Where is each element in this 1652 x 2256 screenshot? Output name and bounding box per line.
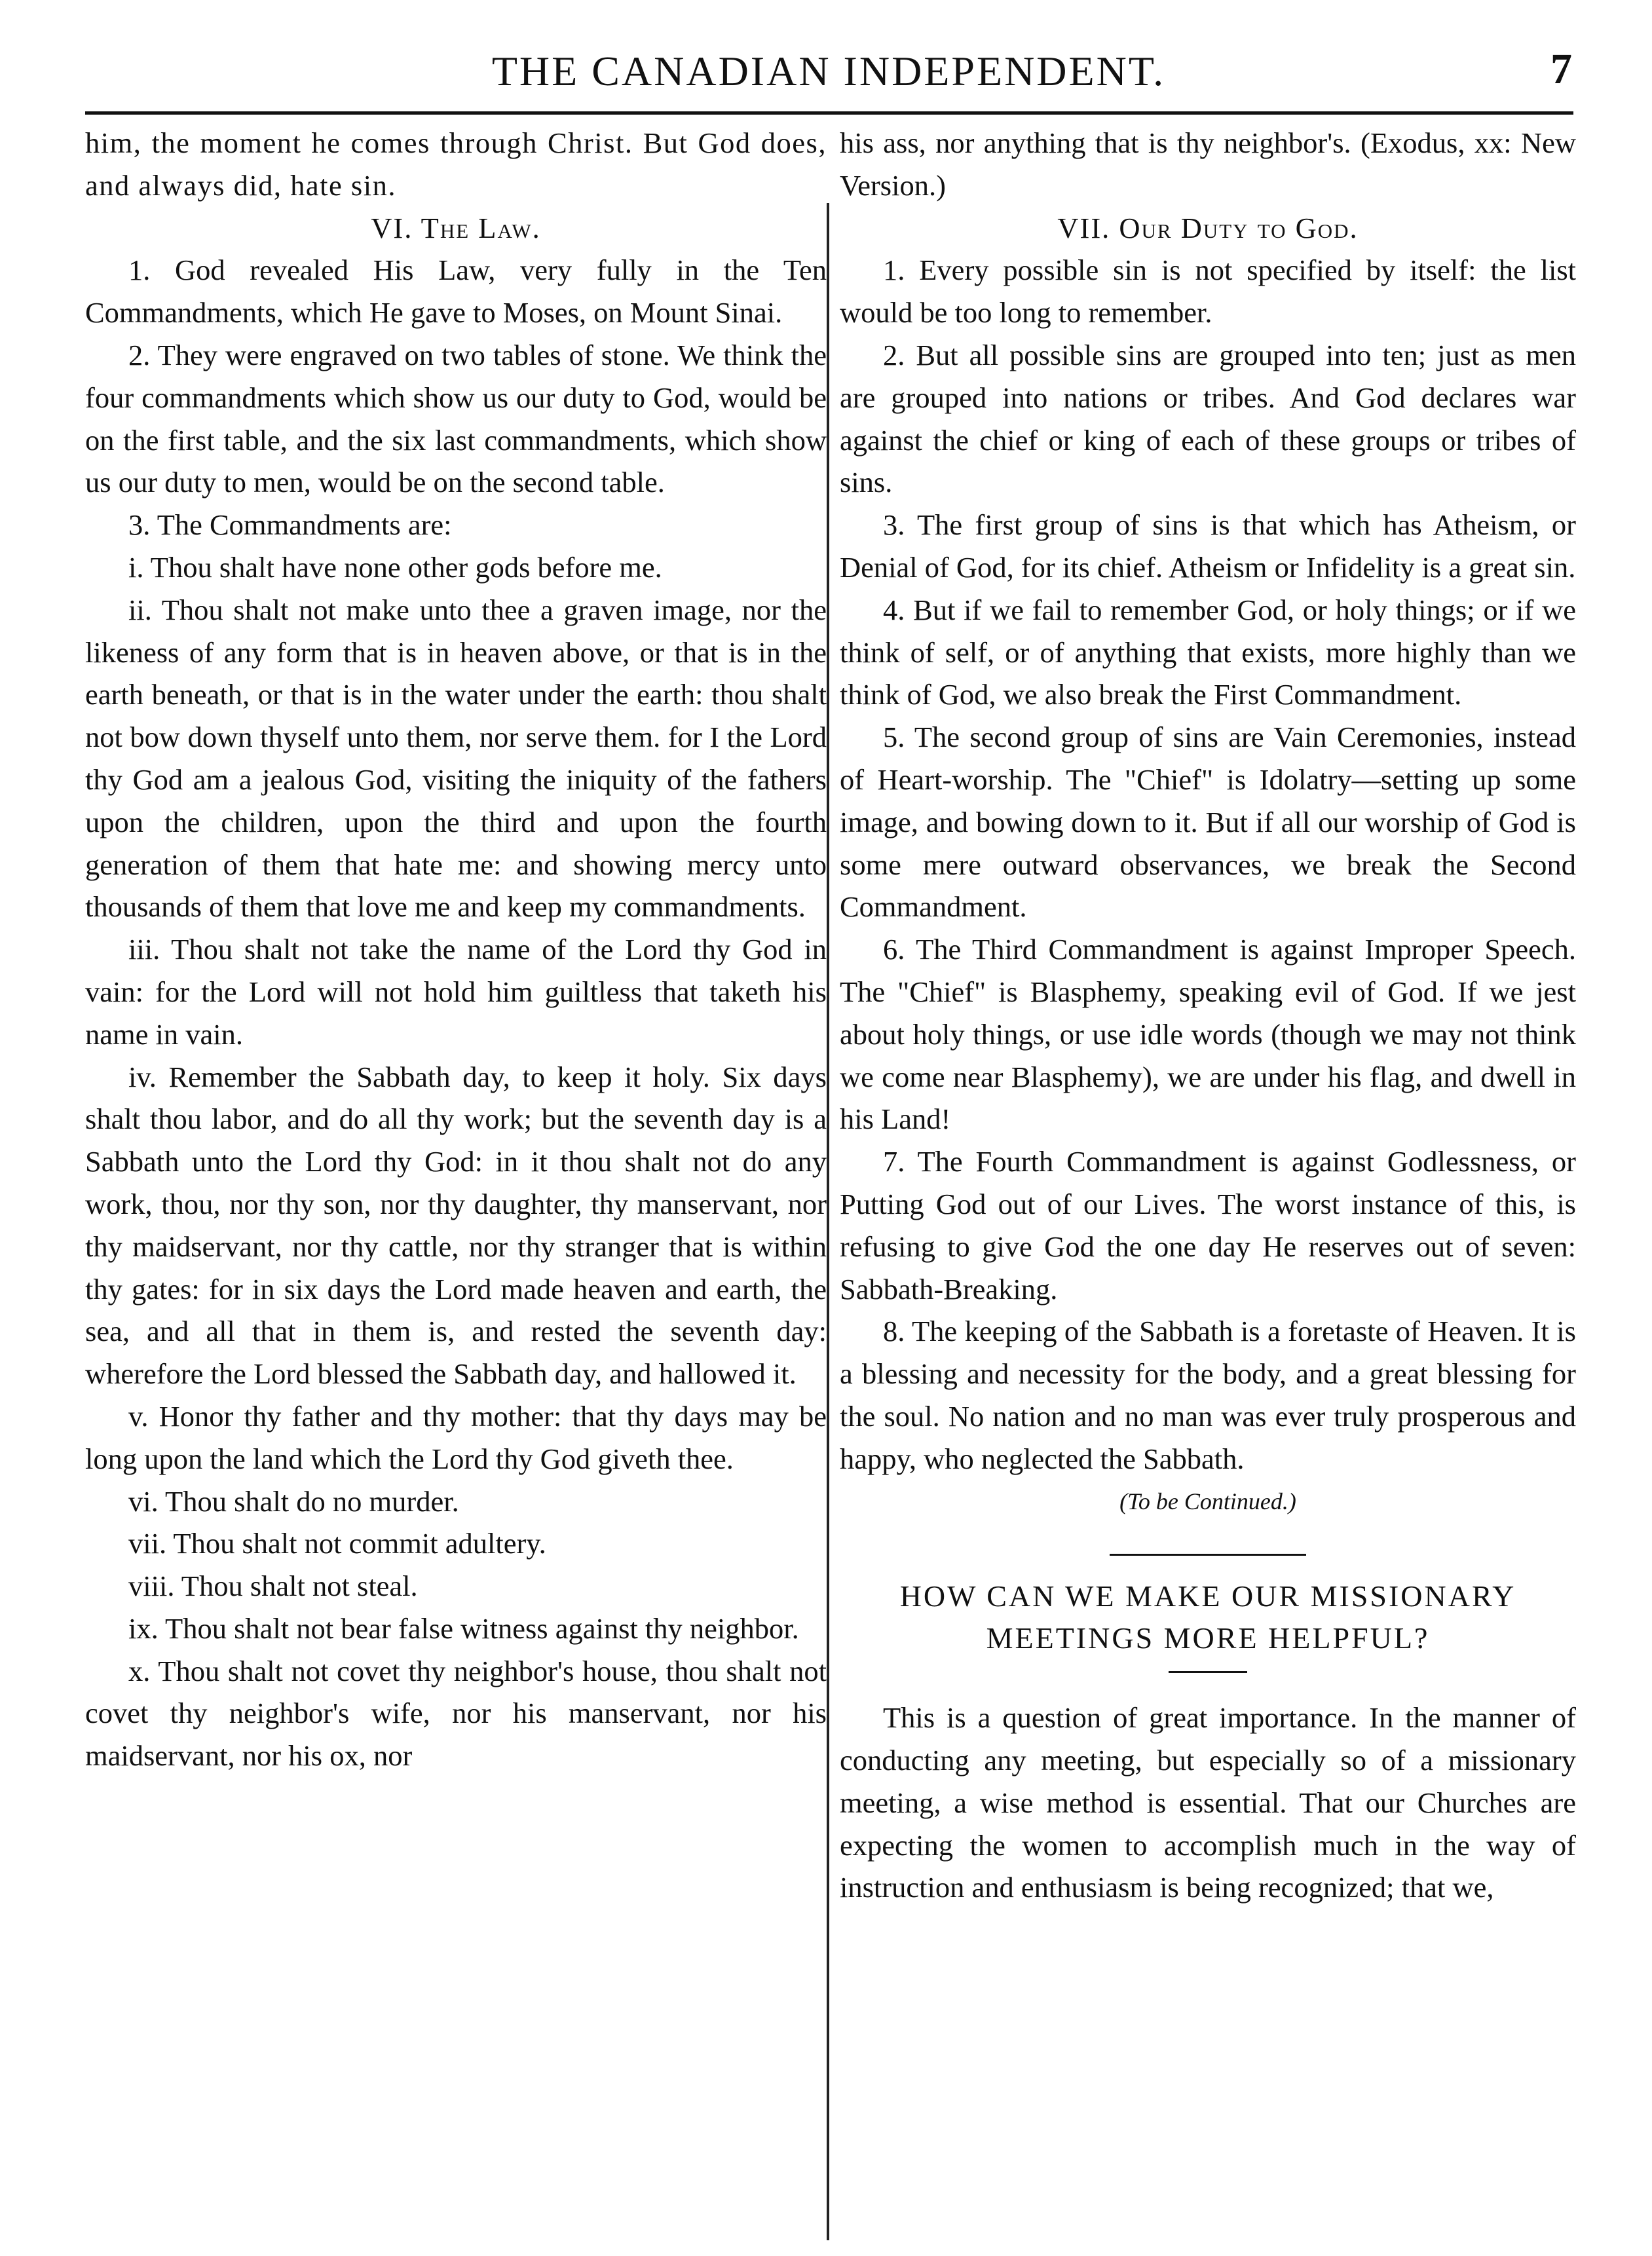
- commandment-7: vii. Thou shalt not commit adultery.: [128, 1527, 546, 1560]
- duty-paragraph-1: 1. Every possible sin is not specified by itself: the list would be too long to remember.: [840, 254, 1576, 329]
- law-paragraph-2: 2. They were engraved on two tables of stone. We think the four commandments which show us our duty to God, would be on the first table, and the six last commandments, which show us our duty to men, would be on the second table.: [85, 338, 827, 499]
- column-divider: [827, 203, 829, 2240]
- title-underline-rule: [1169, 1671, 1247, 1673]
- duty-paragraph-8: 8. The keeping of the Sabbath is a foretaste of Heaven. It is a blessing and necessity for the body, and a great blessing for the soul. No nation and no man was ever truly prosperous and happy, who neglected the Sabbath.: [840, 1315, 1576, 1475]
- article-separator-rule: [1110, 1554, 1306, 1556]
- article-paragraph-1: This is a question of great importance. In the manner of conducting any meeting, but especially so of a missionary meeting, a wise method is essential. That our Churches are expecting the women to accomplish much in the way of instruction and enthusiasm is being recognized; that we,: [840, 1701, 1576, 1904]
- left-intro-paragraph: him, the moment he comes through Christ. But God does, and always did, hate sin.: [85, 126, 827, 202]
- right-intro-paragraph: his ass, nor anything that is thy neighbor's. (Exodus, xx: New Version.): [840, 126, 1576, 202]
- article-title: HOW CAN WE MAKE OUR MISSIONARY MEETINGS MORE HELPFUL?: [899, 1579, 1516, 1655]
- duty-paragraph-5: 5. The second group of sins are Vain Ceremonies, instead of Heart-worship. The "Chief" is Idolatry—setting up some image, and bowing down to it. But if all our worship of God is some mere outward observances, we break the Second Commandment.: [840, 721, 1576, 924]
- page-header: [85, 41, 1572, 113]
- header-rule: [85, 111, 1573, 115]
- right-column: [840, 122, 1576, 1909]
- left-column: [85, 122, 827, 1777]
- commandment-1: i. Thou shalt have none other gods before me.: [128, 550, 662, 584]
- commandment-8: viii. Thou shalt not steal.: [128, 1570, 418, 1603]
- duty-paragraph-3: 3. The first group of sins is that which has Atheism, or Denial of God, for its chief. Atheism or Infidelity is a great sin.: [840, 508, 1576, 584]
- running-title: THE CANADIAN INDEPENDENT.: [491, 48, 1166, 94]
- commandment-3: iii. Thou shalt not take the name of the Lord thy God in vain: for the Lord will not hold him guiltless that taketh his name in vain.: [85, 933, 827, 1051]
- duty-paragraph-4: 4. But if we fail to remember God, or holy things; or if we think of self, or of anything that exists, more highly than we think of God, we also break the First Commandment.: [840, 593, 1576, 711]
- page-number: 7: [1550, 45, 1572, 93]
- to-be-continued-note: (To be Continued.): [1119, 1488, 1296, 1514]
- section-heading-the-law: VI. The Law.: [371, 211, 541, 244]
- duty-paragraph-6: 6. The Third Commandment is against Improper Speech. The "Chief" is Blasphemy, speaking evil of God. If we jest about holy things, or use idle words (though we may not think we come near Blasphemy), we are under his flag, and dwell in his Land!: [840, 933, 1576, 1136]
- commandment-5: v. Honor thy father and thy mother: that thy days may be long upon the land which the Lord thy God giveth thee.: [85, 1399, 827, 1475]
- commandment-6: vi. Thou shalt do no murder.: [128, 1484, 459, 1518]
- commandment-10: x. Thou shalt not covet thy neighbor's house, thou shalt not covet thy neighbor's wife, nor his manservant, nor his maidservant, nor his ox, nor: [85, 1654, 827, 1773]
- law-paragraph-3: 3. The Commandments are:: [128, 508, 452, 542]
- duty-paragraph-2: 2. But all possible sins are grouped into ten; just as men are grouped into nations or tribes. And God declares war against the chief or king of each of these groups or tribes of sins.: [840, 338, 1576, 499]
- section-heading-our-duty-to-god: VII. Our Duty to God.: [1057, 211, 1359, 244]
- commandment-2: ii. Thou shalt not make unto thee a graven image, nor the likeness of any form that is in heaven above, or that is in the earth beneath, or that is in the water under the earth: thou shalt not bow down thyself unto them, nor serve them. for I the Lord thy God am a jealous God, visiting the iniquity of the fathers upon the children, upon the third and upon the fourth generation of them that hate me: and showing mercy unto thousands of them that love me and keep my commandments.: [85, 593, 827, 924]
- law-paragraph-1: 1. God revealed His Law, very fully in the Ten Commandments, which He gave to Moses, on Mount Sinai.: [85, 254, 827, 329]
- commandment-9: ix. Thou shalt not bear false witness against thy neighbor.: [128, 1611, 799, 1645]
- duty-paragraph-7: 7. The Fourth Commandment is against Godlessness, or Putting God out of our Lives. The worst instance of this, is refusing to give God the one day He reserves out of seven: Sabbath-Breaking.: [840, 1145, 1576, 1306]
- commandment-4: iv. Remember the Sabbath day, to keep it holy. Six days shalt thou labor, and do all thy work; but the seventh day is a Sabbath unto the Lord thy God: in it thou shalt not do any work, thou, nor thy son, nor thy daughter, thy manservant, nor thy maidservant, nor thy cattle, nor thy stranger that is within thy gates: for in six days the Lord made heaven and earth, the sea, and all that in them is, and rested the seventh day: wherefore the Lord blessed the Sabbath day, and hallowed it.: [85, 1060, 827, 1391]
